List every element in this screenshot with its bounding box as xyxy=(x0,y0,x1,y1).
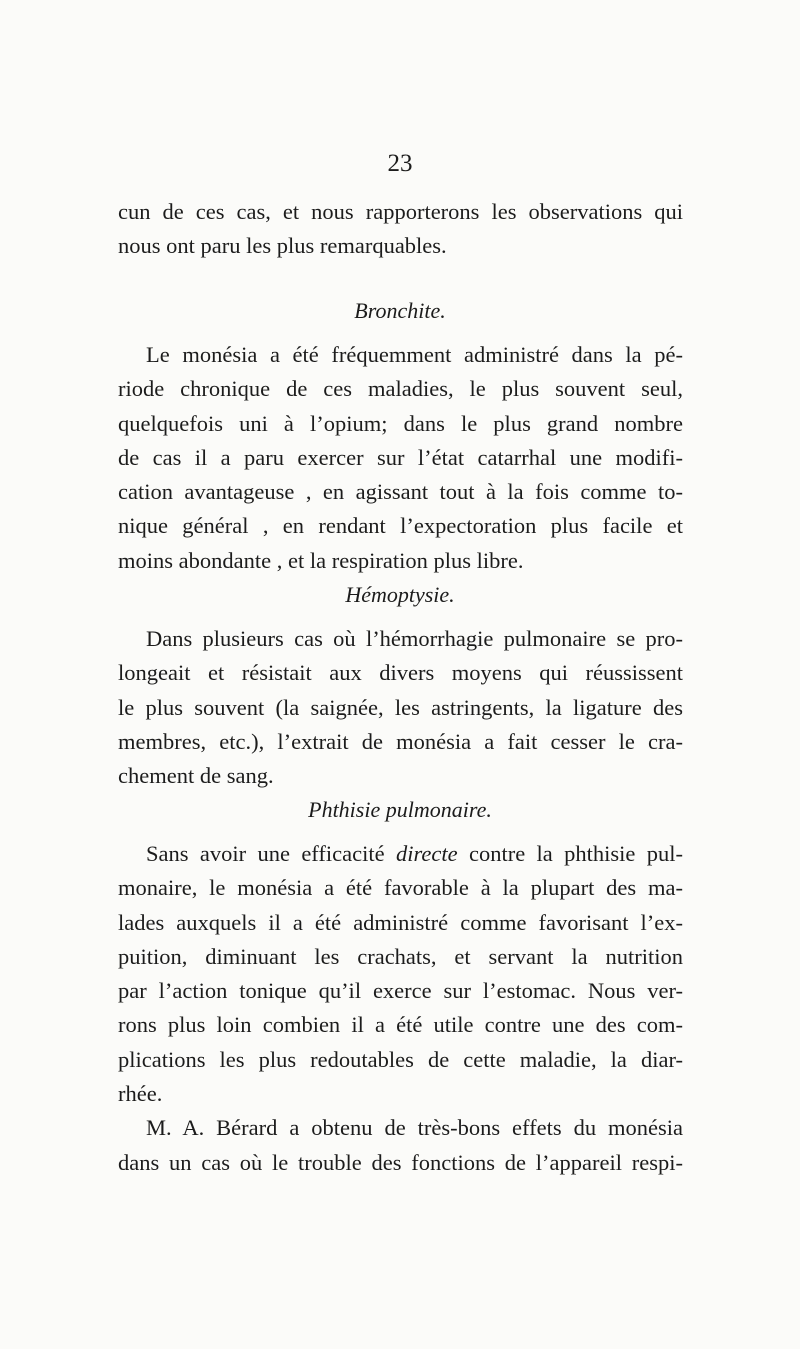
text-line: M. A. Bérard a obtenu de très-bons effets du monésia xyxy=(146,1115,683,1141)
text-line: nique général , en rendant l’expectoration plus facile et xyxy=(118,513,683,539)
text-fragment: contre la phthisie pul- xyxy=(457,841,683,866)
text-line: puition, diminuant les crachats, et servant la nutrition xyxy=(118,943,683,969)
text-line: membres, etc.), l’extrait de monésia a fait cesser le cra- xyxy=(118,728,683,754)
bronchite-paragraph xyxy=(118,338,683,578)
text-line: Dans plusieurs cas où l’hémorrhagie pulmonaire se pro- xyxy=(146,626,683,651)
text-line: rhée. xyxy=(118,1081,163,1107)
hemoptysie-paragraph xyxy=(118,622,683,793)
text-line: le plus souvent (la saignée, les astringents, la ligature des xyxy=(118,694,683,720)
text-line: dans un cas où le trouble des fonctions de l’appareil respi- xyxy=(118,1149,683,1175)
text-line: moins abondante , et la respiration plus libre. xyxy=(118,547,524,573)
text-line: nous ont paru les plus remarquables. xyxy=(118,233,447,259)
text-line xyxy=(118,837,683,871)
text-line: par l’action tonique qu’il exerce sur l’estomac. Nous ver- xyxy=(118,978,683,1004)
text-fragment: Sans avoir une efficacité xyxy=(146,841,396,866)
text-line: lades auxquels il a été administré comme favorisant l’ex- xyxy=(118,909,683,935)
text-line: riode chronique de ces maladies, le plus souvent seul, xyxy=(118,376,683,402)
text-line: chement de sang. xyxy=(118,763,274,789)
text-line: Le monésia a été fréquemment administré dans la pé- xyxy=(146,342,683,367)
text-line: plications les plus redoutables de cette maladie, la diar- xyxy=(118,1046,683,1072)
text-line: longeait et résistait aux divers moyens qui réussissent xyxy=(118,660,683,686)
phthisie-paragraph xyxy=(118,837,683,1180)
italic-emphasis: directe xyxy=(395,841,458,866)
text-line: cation avantageuse , en agissant tout à la fois comme to- xyxy=(118,479,683,505)
text-line: de cas il a paru exercer sur l’état catarrhal une modifi- xyxy=(118,444,683,470)
text-line: quelquefois uni à l’opium; dans le plus grand nombre xyxy=(118,410,683,436)
intro-paragraph xyxy=(118,195,683,264)
section-heading-bronchite: Bronchite. xyxy=(354,298,446,323)
section-heading-phthisie: Phthisie pulmonaire. xyxy=(308,797,492,822)
text-line: monaire, le monésia a été favorable à la plupart des ma- xyxy=(118,875,683,901)
section-heading-hemoptysie: Hémoptysie. xyxy=(345,582,455,607)
text-line: cun de ces cas, et nous rapporterons les observations qui xyxy=(118,199,683,224)
text-line: rons plus loin combien il a été utile contre une des com- xyxy=(118,1012,683,1038)
page-number: 23 xyxy=(387,150,413,177)
